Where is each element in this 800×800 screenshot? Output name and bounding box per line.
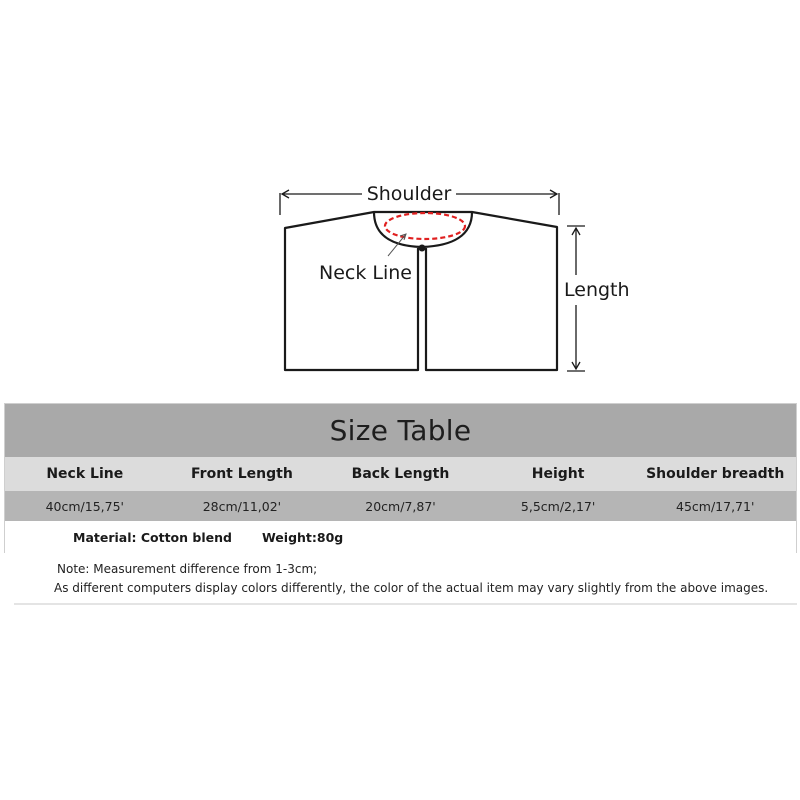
header-front-length: Front Length — [191, 466, 293, 482]
table-value-row — [5, 491, 796, 521]
note-measurement: Note: Measurement difference from 1-3cm; — [57, 562, 318, 576]
material-row — [5, 521, 796, 553]
value-height: 5,5cm/2,17' — [520, 498, 596, 514]
header-back-length: Back Length — [351, 466, 450, 482]
value-back-length: 20cm/7,87' — [365, 498, 436, 514]
header-height: Height — [531, 466, 585, 482]
table-title: Size Table — [329, 414, 472, 447]
neckline-dashed-oval — [385, 213, 465, 239]
table-header-row — [5, 457, 796, 491]
table-title-band — [5, 404, 796, 457]
button-dot — [419, 245, 426, 252]
garment-outline — [285, 212, 557, 370]
material-text: Material: Cotton blend — [73, 529, 232, 545]
note-color-disclaimer: As different computers display colors differently, the color of the actual item may vary slightly from the above images. — [54, 581, 769, 595]
neckline-label: Neck Line — [319, 262, 412, 284]
shoulder-label: Shoulder — [366, 183, 452, 205]
value-front-length: 28cm/11,02' — [202, 498, 282, 514]
size-table — [4, 403, 797, 553]
length-label: Length — [564, 279, 630, 301]
header-neck-line: Neck Line — [46, 466, 124, 482]
value-neck-line: 40cm/15,75' — [45, 498, 124, 514]
value-shoulder-breadth: 45cm/17,71' — [676, 498, 755, 514]
header-shoulder-breadth: Shoulder breadth — [646, 466, 785, 482]
weight-text: Weight:80g — [261, 529, 344, 545]
bottom-divider — [14, 603, 797, 605]
notes — [54, 560, 797, 598]
